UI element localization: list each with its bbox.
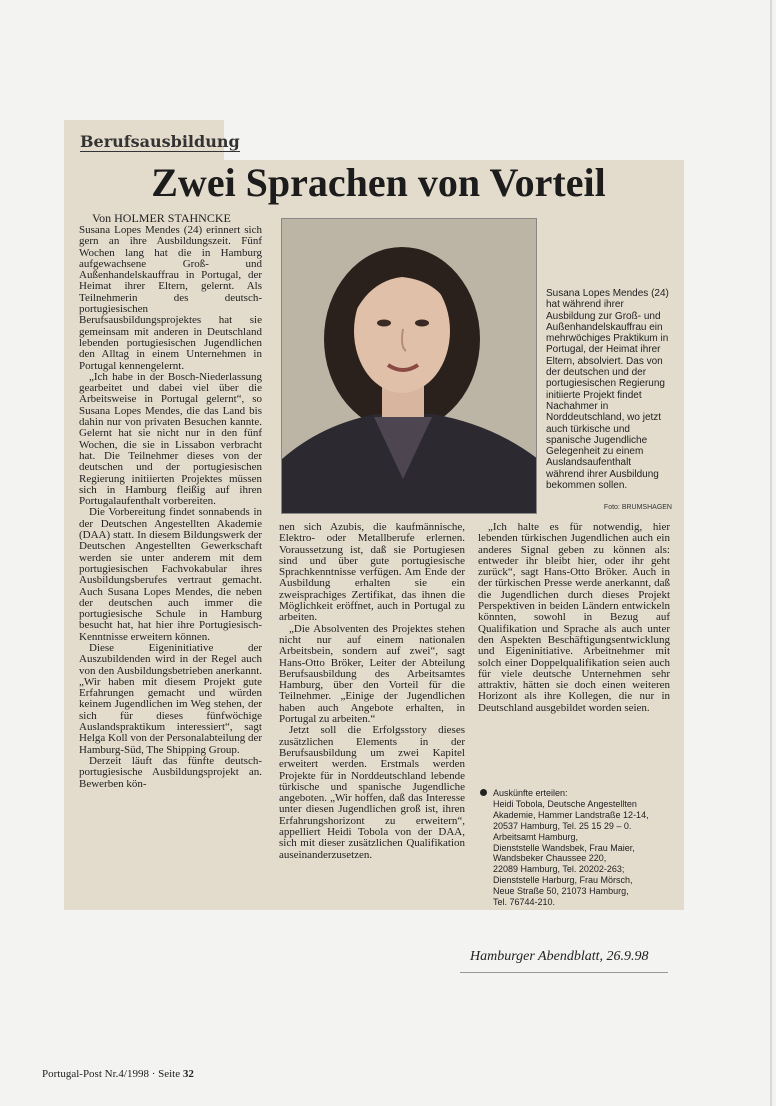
article-column-1 (79, 225, 262, 790)
photo-credit: Foto: BRUMSHAGEN (603, 504, 672, 511)
source-underline (460, 972, 668, 973)
footer-page-number: 32 (182, 1068, 194, 1080)
paragraph: „Ich habe in der Bosch-Niederlassung gearbeitet und dabei viel über die Arbeitsweise in Portugal gelernt“, so Susana Lopes Mendes, die das Land bis dahin nur von privaten Besuchen kannte. Gelernt hat sie nicht nur in den fünf Wochen, die sie in Lissabon verbracht hat. Die Teilnehmer dieses von der deutschen und der portugiesischen Regierung initiierten Projektes müssen sich in Hamburg fleißig auf ihren Portugalaufenthalt vorbereiten. (79, 370, 262, 508)
info-line: Wandsbeker Chaussee 220, (493, 853, 607, 864)
info-line: Arbeitsamt Hamburg, (493, 831, 579, 842)
info-line: 20537 Hamburg, Tel. 25 15 29 – 0. (493, 820, 632, 831)
info-line: Auskünfte erteilen: (493, 788, 568, 798)
info-lines (480, 788, 672, 908)
info-line: Tel. 76744-210. (493, 897, 556, 908)
source-citation: Hamburger Abendblatt, 26.9.98 (470, 949, 649, 964)
info-line: Heidi Tobola, Deutsche Angestellten (493, 798, 637, 809)
info-line: 22089 Hamburg, Tel. 20202-263; (493, 864, 625, 875)
info-box (480, 788, 672, 908)
byline: Von HOLMER STAHNCKE (92, 211, 231, 225)
section-kicker: Berufsausbildung (80, 132, 240, 151)
info-line: Dienststelle Wandsbek, Frau Maier, (493, 842, 635, 853)
paragraph: Jetzt soll die Erfolgsstory dieses zusätzlichen Elements in der Berufsausbildung um zwei Kapitel erweitert werden. Erstmals werden Projekte für in Norddeutschland lebende türkische und spanische Jugendliche angeboten. „Wir hoffen, daß das Interesse unter diesen Jugendlichen groß ist, ihren Erfahrungshorizont zu erweitern“, appelliert Heidi Tobola von der DAA, sich mit dieser zusätzlichen Qualifikation auseinanderzusetzen. (279, 724, 465, 861)
paragraph: Diese Eigeninitiative der Auszubildenden wird in der Regel auch von den Ausbildungsbetrieben anerkannt. „Wir haben mit diesem Projekt gute Erfahrungen gemacht und würden keinem Jugendlichen im Weg stehen, der sich für dieses fünfwöchige Auslandspraktikum interessiert“, sagt Helga Koll von der Personalabteilung der Hamburg-Süd, The Shipping Group. (79, 641, 262, 756)
article-column-2 (279, 522, 465, 861)
footer-publication: Portugal-Post Nr.4/1998 · Seite (42, 1068, 183, 1080)
article-column-3 (478, 522, 670, 714)
paragraph: Die Vorbereitung findet sonnabends in der Deutschen Angestellten Akademie (DAA) statt. In diesem Bildungswerk der Deutschen Angestellten Gewerkschaft werden sie unter anderem mit dem portugiesischen Fachvokabular ihres Ausbildungsberufes vertraut gemacht. Auch Susana Lopes Mendes, die neben der deutschen auch immer die portugiesische Schule in Hamburg besucht hat, hat hier ihre Portugiesisch-Kenntnisse erweitern können. (79, 506, 262, 643)
paragraph: „Die Absolventen des Projektes stehen nicht nur auf einem nationalen Arbeitsbein, sondern auf zwei“, sagt Hans-Otto Bröker, Leiter der Abteilung Berufsausbildung des Arbeitsamtes Hamburg, über den Vorteil für die Teilnehmer. „Einige der Jugendlichen haben auch Angebote erhalten, in Portugal zu arbeiten.“ (279, 622, 465, 726)
article-headline: Zwei Sprachen von Vorteil (151, 160, 606, 205)
info-line: Neue Straße 50, 21073 Hamburg, (493, 886, 629, 897)
info-line: Akademie, Hammer Landstraße 12-14, (493, 809, 649, 820)
paragraph: „Ich halte es für notwendig, hier lebenden türkischen Jugendlichen auch ein anderes Signal geben zu können als: entweder ihr bleibt hier, oder ihr geht zurück“, sagt Hans-Otto Bröker. Auch in der türkischen Presse werde anerkannt, daß die Jugendlichen durch dieses Projekt Perspektiven in beiden Ländern entwickeln könnten, sowohl in Bezug auf Qualifikation und Sprache als auch unter den Aspekten Beschäftigungsentwicklung und Eigeninitiative. Arbeitnehmer mit solch einer Doppelqualifikation seien auch für viele deutsche Unternehmen sehr attraktiv, hätten sie doch einen weiteren Horizont als ihre Kollegen, die nur in Deutschland ausgebildet worden seien. (478, 521, 670, 714)
bullet-icon (480, 789, 487, 796)
paragraph: nen sich Azubis, die kaufmännische, Elektro- oder Metallberufe erlernen. Voraussetzung ist, daß sie Portugiesen sind und über gute portugiesische Sprachkenntnisse verfügen. Am Ende der Ausbildung erhalten sie ein zweisprachiges Zertifikat, das ihnen die Möglichkeit eröffnet, auch in Portugal zu arbeiten. (279, 521, 465, 624)
paragraph: Derzeit läuft das fünfte deutsch-portugiesische Ausbildungsprojekt an. Bewerben kön- (79, 754, 262, 790)
page-edge (770, 0, 772, 1106)
photo-caption: Susana Lopes Mendes (24) hat während ihrer Ausbildung zur Groß- und Außenhandelskauffrau ein mehrwöchiges Praktikum in Portugal, der Heimat ihrer Eltern, absolviert. Das von der deutschen und der portugiesischen Regierung initiierte Projekt findet Nachahmer in Norddeutschland, wo jetzt auch türkische und spanische Jugendliche Gelegenheit zu einem Auslandsaufenthalt während ihrer Ausbildung bekommen sollen. (546, 288, 669, 492)
info-line: Dienststelle Harburg, Frau Mörsch, (493, 875, 633, 886)
portrait-image (282, 219, 537, 514)
paragraph: Susana Lopes Mendes (24) erinnert sich gern an ihre Ausbildungszeit. Fünf Wochen lang hat die in Hamburg aufgewachsene Groß- und Außenhandelskauffrau in Portugal, der Heimat ihrer Eltern, gelernt. Als Teilnehmerin des deutsch-portugiesischen Berufsausbildungsprojektes hat sie gemeinsam mit anderen in Deutschland lebenden portugiesischen Jugendlichen den Alltag in einem Unternehmen in Portugal kennengelernt. (79, 224, 262, 372)
portrait-photo (281, 218, 537, 514)
page-footer (42, 1068, 194, 1080)
